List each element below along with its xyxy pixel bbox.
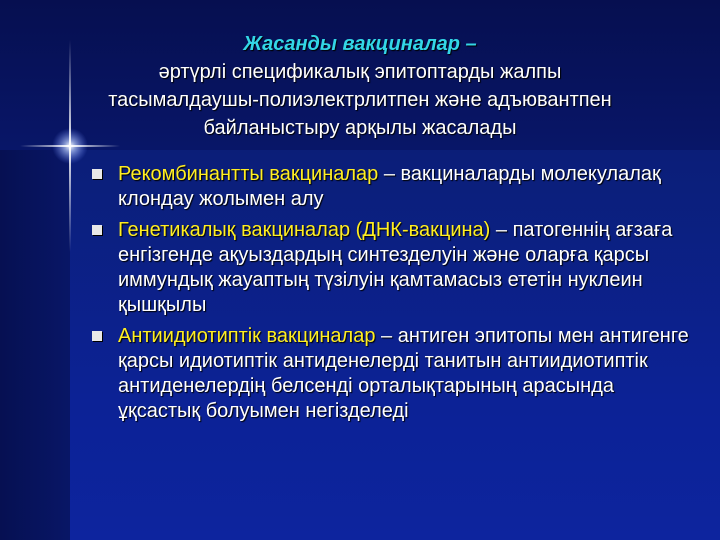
bullet-term: Антиидиотиптік вакциналар	[118, 325, 376, 347]
bullet-genetic	[92, 218, 692, 318]
square-bullet-icon	[92, 225, 102, 235]
bullet-list	[92, 162, 692, 430]
bullet-anti-idiotypic	[92, 324, 692, 424]
bullet-text: – антиген эпитопы мен антигенге қарсы идиотиптік антиденелерді танитын антиидиотиптік антиденелердің белсенді орталықтарының арасында ұқсастық болуымен негізделеді	[118, 325, 689, 422]
title-heading: Жасанды вакциналар –	[243, 33, 477, 55]
bullet-text: – вакциналарды молекулалақ клондау жолымен алу	[118, 163, 661, 210]
square-bullet-icon	[92, 331, 102, 341]
slide-title	[80, 30, 640, 142]
title-line-2: тасымалдаушы-полиэлектрлитпен және адъювантпен	[108, 89, 612, 111]
title-line-1: әртүрлі спецификалық эпитоптарды жалпы	[158, 61, 562, 83]
bullet-term: Рекомбинантты вакциналар	[118, 163, 379, 185]
square-bullet-icon	[92, 169, 102, 179]
bullet-term: Генетикалық вакциналар (ДНК-вакцина)	[118, 219, 491, 241]
bullet-recombinant	[92, 162, 692, 212]
title-line-3: байланыстыру арқылы жасалады	[203, 117, 517, 139]
bullet-text: – патогеннің ағзаға енгізгенде ақуыздардың синтезделуін және оларға қарсы иммундық жауаптың түзілуін қамтамасыз ететін нуклеин қышқылы	[118, 219, 673, 316]
